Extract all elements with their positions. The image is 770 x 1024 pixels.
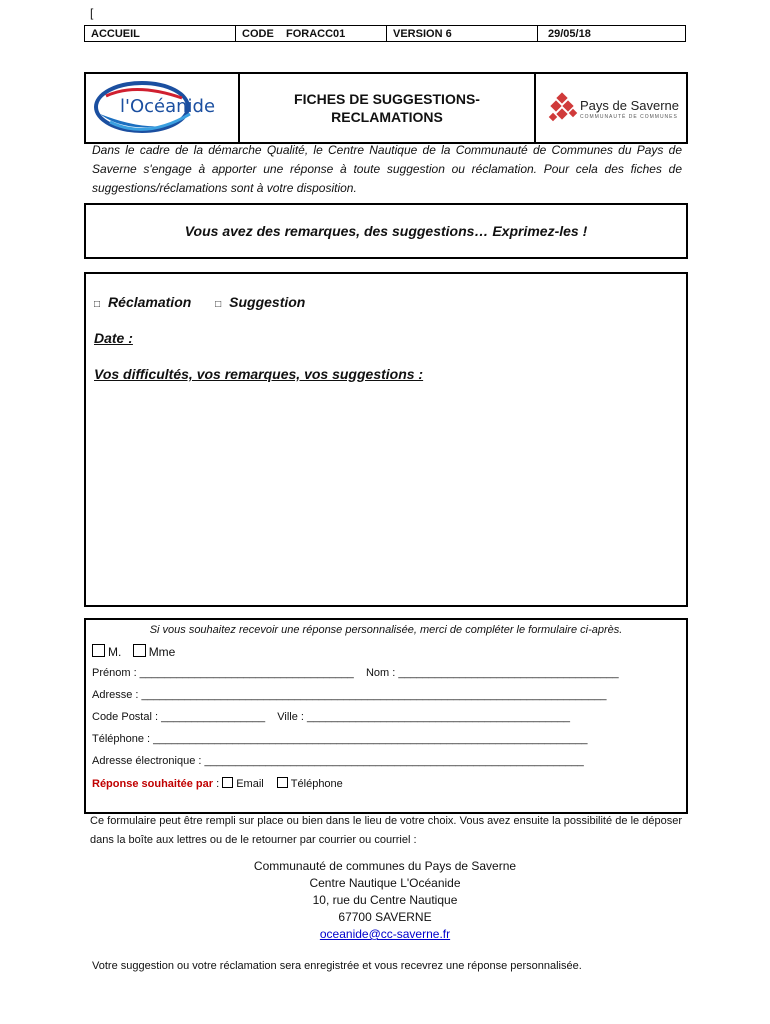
address-line-3: 10, rue du Centre Nautique — [312, 893, 458, 907]
suggestion-form-box[interactable] — [84, 272, 688, 607]
suggestion-checkbox[interactable]: □ — [215, 299, 222, 310]
oceanide-logo — [86, 74, 240, 142]
pays-de-saverne-logo — [534, 74, 686, 142]
header-cell-date: 29/05/18 — [538, 26, 686, 42]
title-line-1: FICHES DE SUGGESTIONS- — [294, 91, 480, 107]
telephone-checkbox[interactable] — [277, 777, 288, 788]
oceanide-logo-text: l'Océanide — [120, 96, 216, 117]
title-line-2: RECLAMATIONS — [331, 109, 443, 125]
contact-lead-text: Si vous souhaitez recevoir une réponse personnalisée, merci de compléter le formulaire ci-après. — [149, 624, 623, 636]
telephone-option-label: Téléphone — [290, 778, 343, 790]
suggestion-label: Suggestion — [229, 294, 306, 310]
contact-email-link[interactable]: oceanide@cc-saverne.fr — [319, 927, 451, 941]
slogan-box — [84, 203, 688, 259]
header-bracket: [ — [90, 6, 94, 20]
prenom-field[interactable]: Prénom : ___________________________________ — [92, 667, 354, 679]
nom-field[interactable]: Nom : ____________________________________ — [365, 667, 619, 679]
code-postal-field[interactable]: Code Postal : _________________ — [92, 711, 266, 723]
header-cell-accueil: ACCUEIL — [85, 26, 236, 42]
civility-m-label: M. — [108, 645, 122, 659]
city-row — [92, 711, 677, 723]
civility-m-checkbox[interactable] — [92, 644, 105, 657]
document-header-table — [84, 25, 686, 42]
email-checkbox[interactable] — [222, 777, 233, 788]
header-cell-code: CODE FORACC01 — [236, 26, 387, 42]
slogan-text: Vous avez des remarques, des suggestions… Exprimez-les ! — [184, 223, 588, 239]
name-row — [92, 667, 677, 679]
civility-row — [92, 644, 677, 659]
email-option-label: Email — [236, 778, 264, 790]
ville-field[interactable]: Ville : ___________________________________________ — [277, 711, 571, 723]
contact-form-box — [84, 618, 688, 814]
intro-text: Dans le cadre de la démarche Qualité, le Centre Nautique de la Communauté de Communes du Pays de Saverne s'engage à apporter une réponse à toute suggestion ou réclamation. Pour cela des fiches de suggestions/réclamations sont à votre disposition. — [92, 143, 682, 195]
response-preference-row — [92, 777, 677, 790]
type-options — [94, 294, 305, 310]
adresse-field[interactable]: Adresse : ____________________________________________________________________________ — [92, 689, 607, 701]
instructions-paragraph: Ce formulaire peut être rempli sur place ou bien dans le lieu de votre choix. Vous avez ensuite la possibilité de le déposer dans la boîte aux lettres ou de le retourner par courrier ou courriel : — [90, 815, 682, 846]
address-line-4: 67700 SAVERNE — [338, 910, 432, 924]
date-label: Date : — [94, 330, 133, 346]
difficulties-label: Vos difficultés, vos remarques, vos suggestions : — [94, 366, 424, 382]
footer-note: Votre suggestion ou votre réclamation sera enregistrée et vous recevrez une réponse personnalisée. — [92, 960, 582, 972]
civility-mme-checkbox[interactable] — [133, 644, 146, 657]
response-preference-label: Réponse souhaitée par — [92, 778, 214, 790]
address-line-2: Centre Nautique L'Océanide — [309, 876, 461, 890]
telephone-field[interactable]: Téléphone : _______________________________________________________________________ — [92, 733, 588, 745]
civility-mme-label: Mme — [148, 645, 176, 659]
reclamation-checkbox[interactable]: □ — [94, 299, 101, 310]
email-address-field[interactable]: Adresse électronique : ______________________________________________________________ — [92, 755, 584, 767]
postal-address — [84, 858, 686, 943]
pays-de-saverne-logo-sub: COMMUNAUTÉ DE COMMUNES — [580, 114, 678, 120]
pays-de-saverne-logo-text: Pays de Saverne — [580, 98, 680, 113]
header-cell-version: VERSION 6 — [387, 26, 538, 42]
document-title — [240, 74, 534, 142]
reclamation-label: Réclamation — [108, 294, 192, 310]
address-line-1: Communauté de communes du Pays de Saverne — [253, 859, 517, 873]
response-colon: : — [213, 778, 223, 790]
title-box — [84, 72, 688, 144]
